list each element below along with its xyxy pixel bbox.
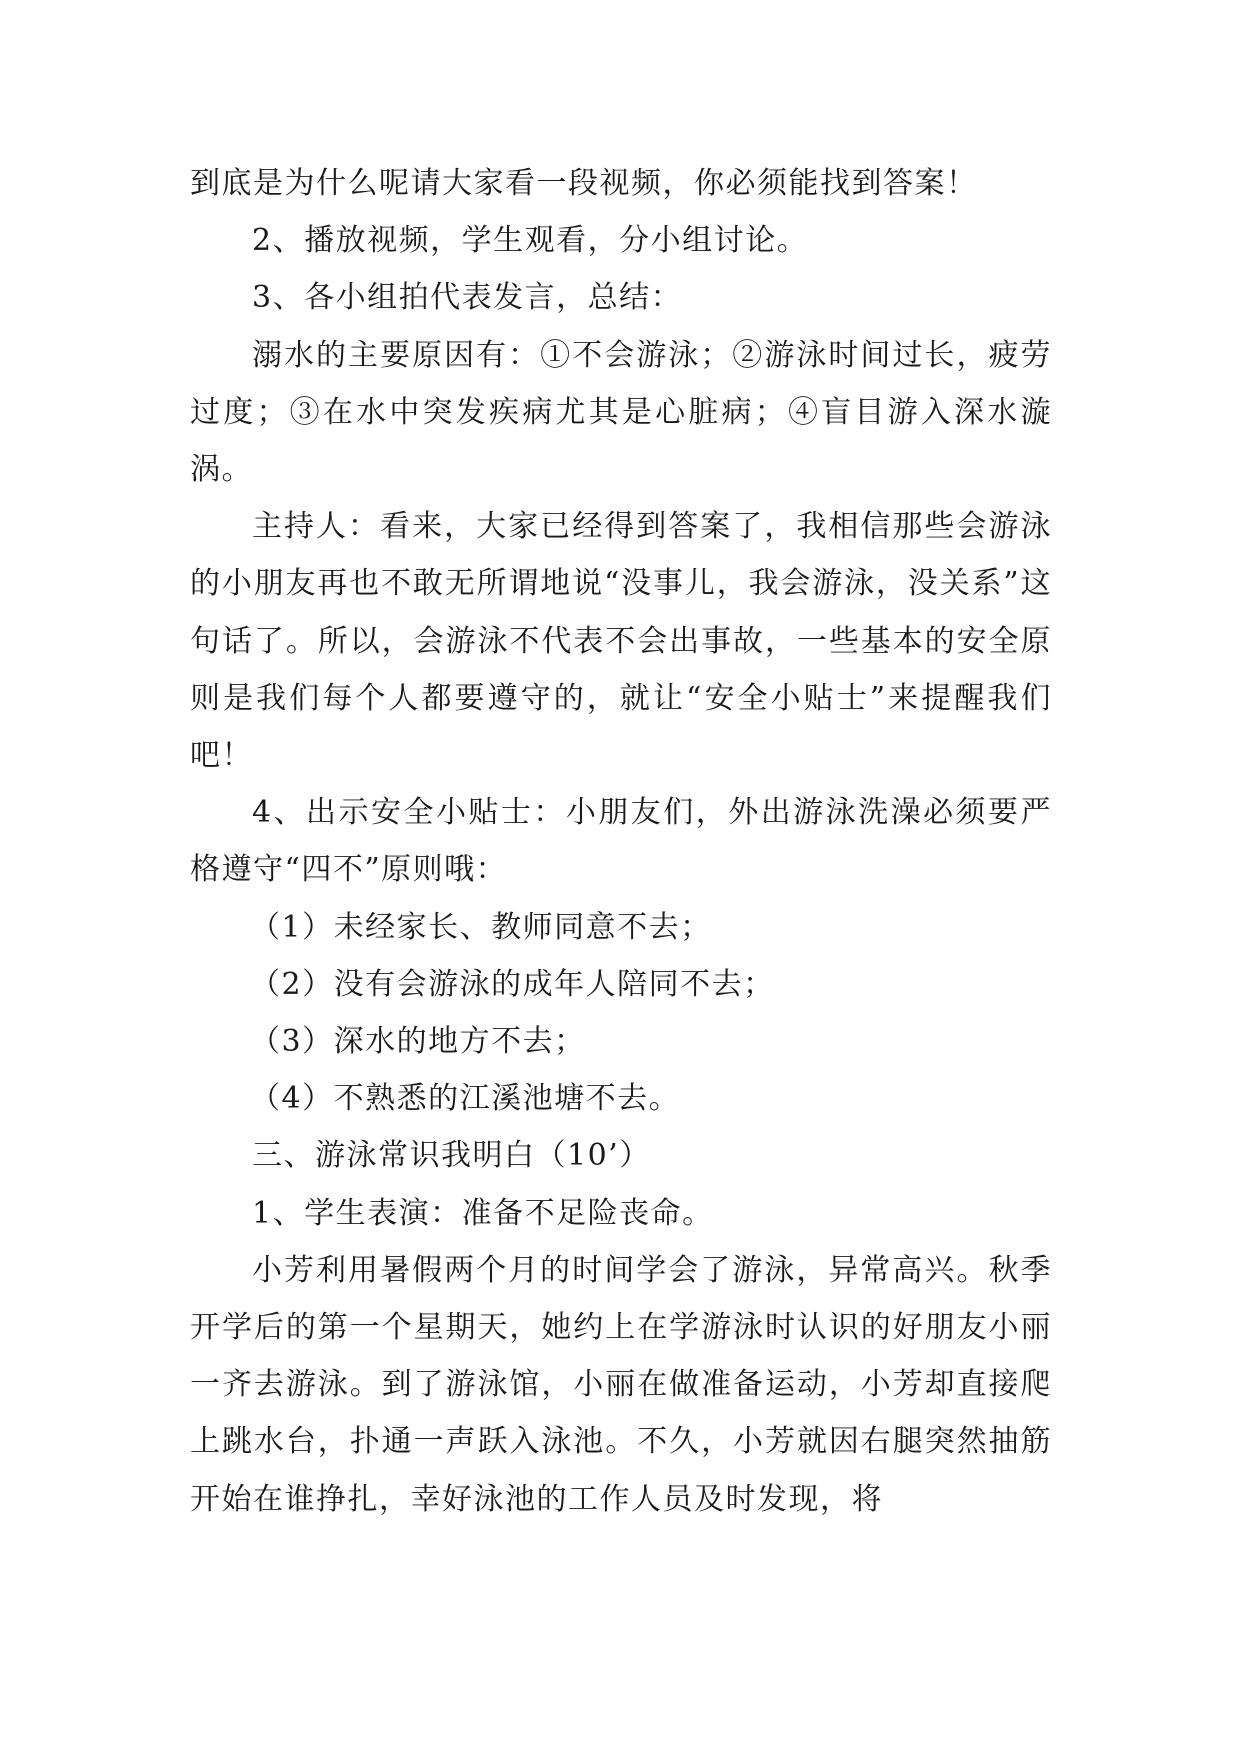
list-item-rule-3: （3）深水的地方不去； — [250, 1024, 586, 1060]
paragraph-host-remarks: 主持人：看来，大家已经得到答案了，我相信那些会游泳的小朋友再也不敢无所谓地说“没事儿，我会游泳，没关系”这句话了。所以，会游泳不代表不会出事故，一些基本的安全原则是我们每个人都要遵守的，就让“安全小贴士”来提醒我们吧！ — [190, 509, 1052, 774]
paragraph-step-3: 3、各小组拍代表发言，总结： — [252, 280, 683, 316]
document-page — [190, 155, 1052, 1528]
list-item-rule-4: （4）不熟悉的江溪池塘不去。 — [250, 1081, 681, 1117]
paragraph-story: 小芳利用暑假两个月的时间学会了游泳，异常高兴。秋季开学后的第一个星期天，她约上在学游泳时认识的好朋友小丽一齐去游泳。到了游泳馆，小丽在做准备运动，小芳却直接爬上跳水台，扑通一声跃入泳池。不久，小芳就因右腿突然抽筋开始在谁挣扎，幸好泳池的工作人员及时发现，将 — [190, 1252, 1052, 1517]
paragraph-performance: 1、学生表演：准备不足险丧命。 — [252, 1195, 714, 1231]
paragraph-drowning-causes: 溺水的主要原因有：①不会游泳；②游泳时间过长，疲劳过度；③在水中突发疾病尤其是心脏病；④盲目游入深水漩涡。 — [190, 337, 1052, 488]
section-heading-3: 三、游泳常识我明白（10’） — [252, 1138, 651, 1174]
paragraph-step-4: 4、出示安全小贴士：小朋友们，外出游泳洗澡必须要严格遵守“四不”原则哦： — [190, 795, 1052, 888]
list-item-rule-1: （1）未经家长、教师同意不去； — [250, 909, 712, 945]
paragraph-step-2: 2、播放视频，学生观看，分小组讨论。 — [252, 223, 809, 259]
list-item-rule-2: （2）没有会游泳的成年人陪同不去； — [250, 966, 775, 1002]
paragraph-continuation: 到底是为什么呢请大家看一段视频，你必须能找到答案！ — [190, 166, 978, 201]
